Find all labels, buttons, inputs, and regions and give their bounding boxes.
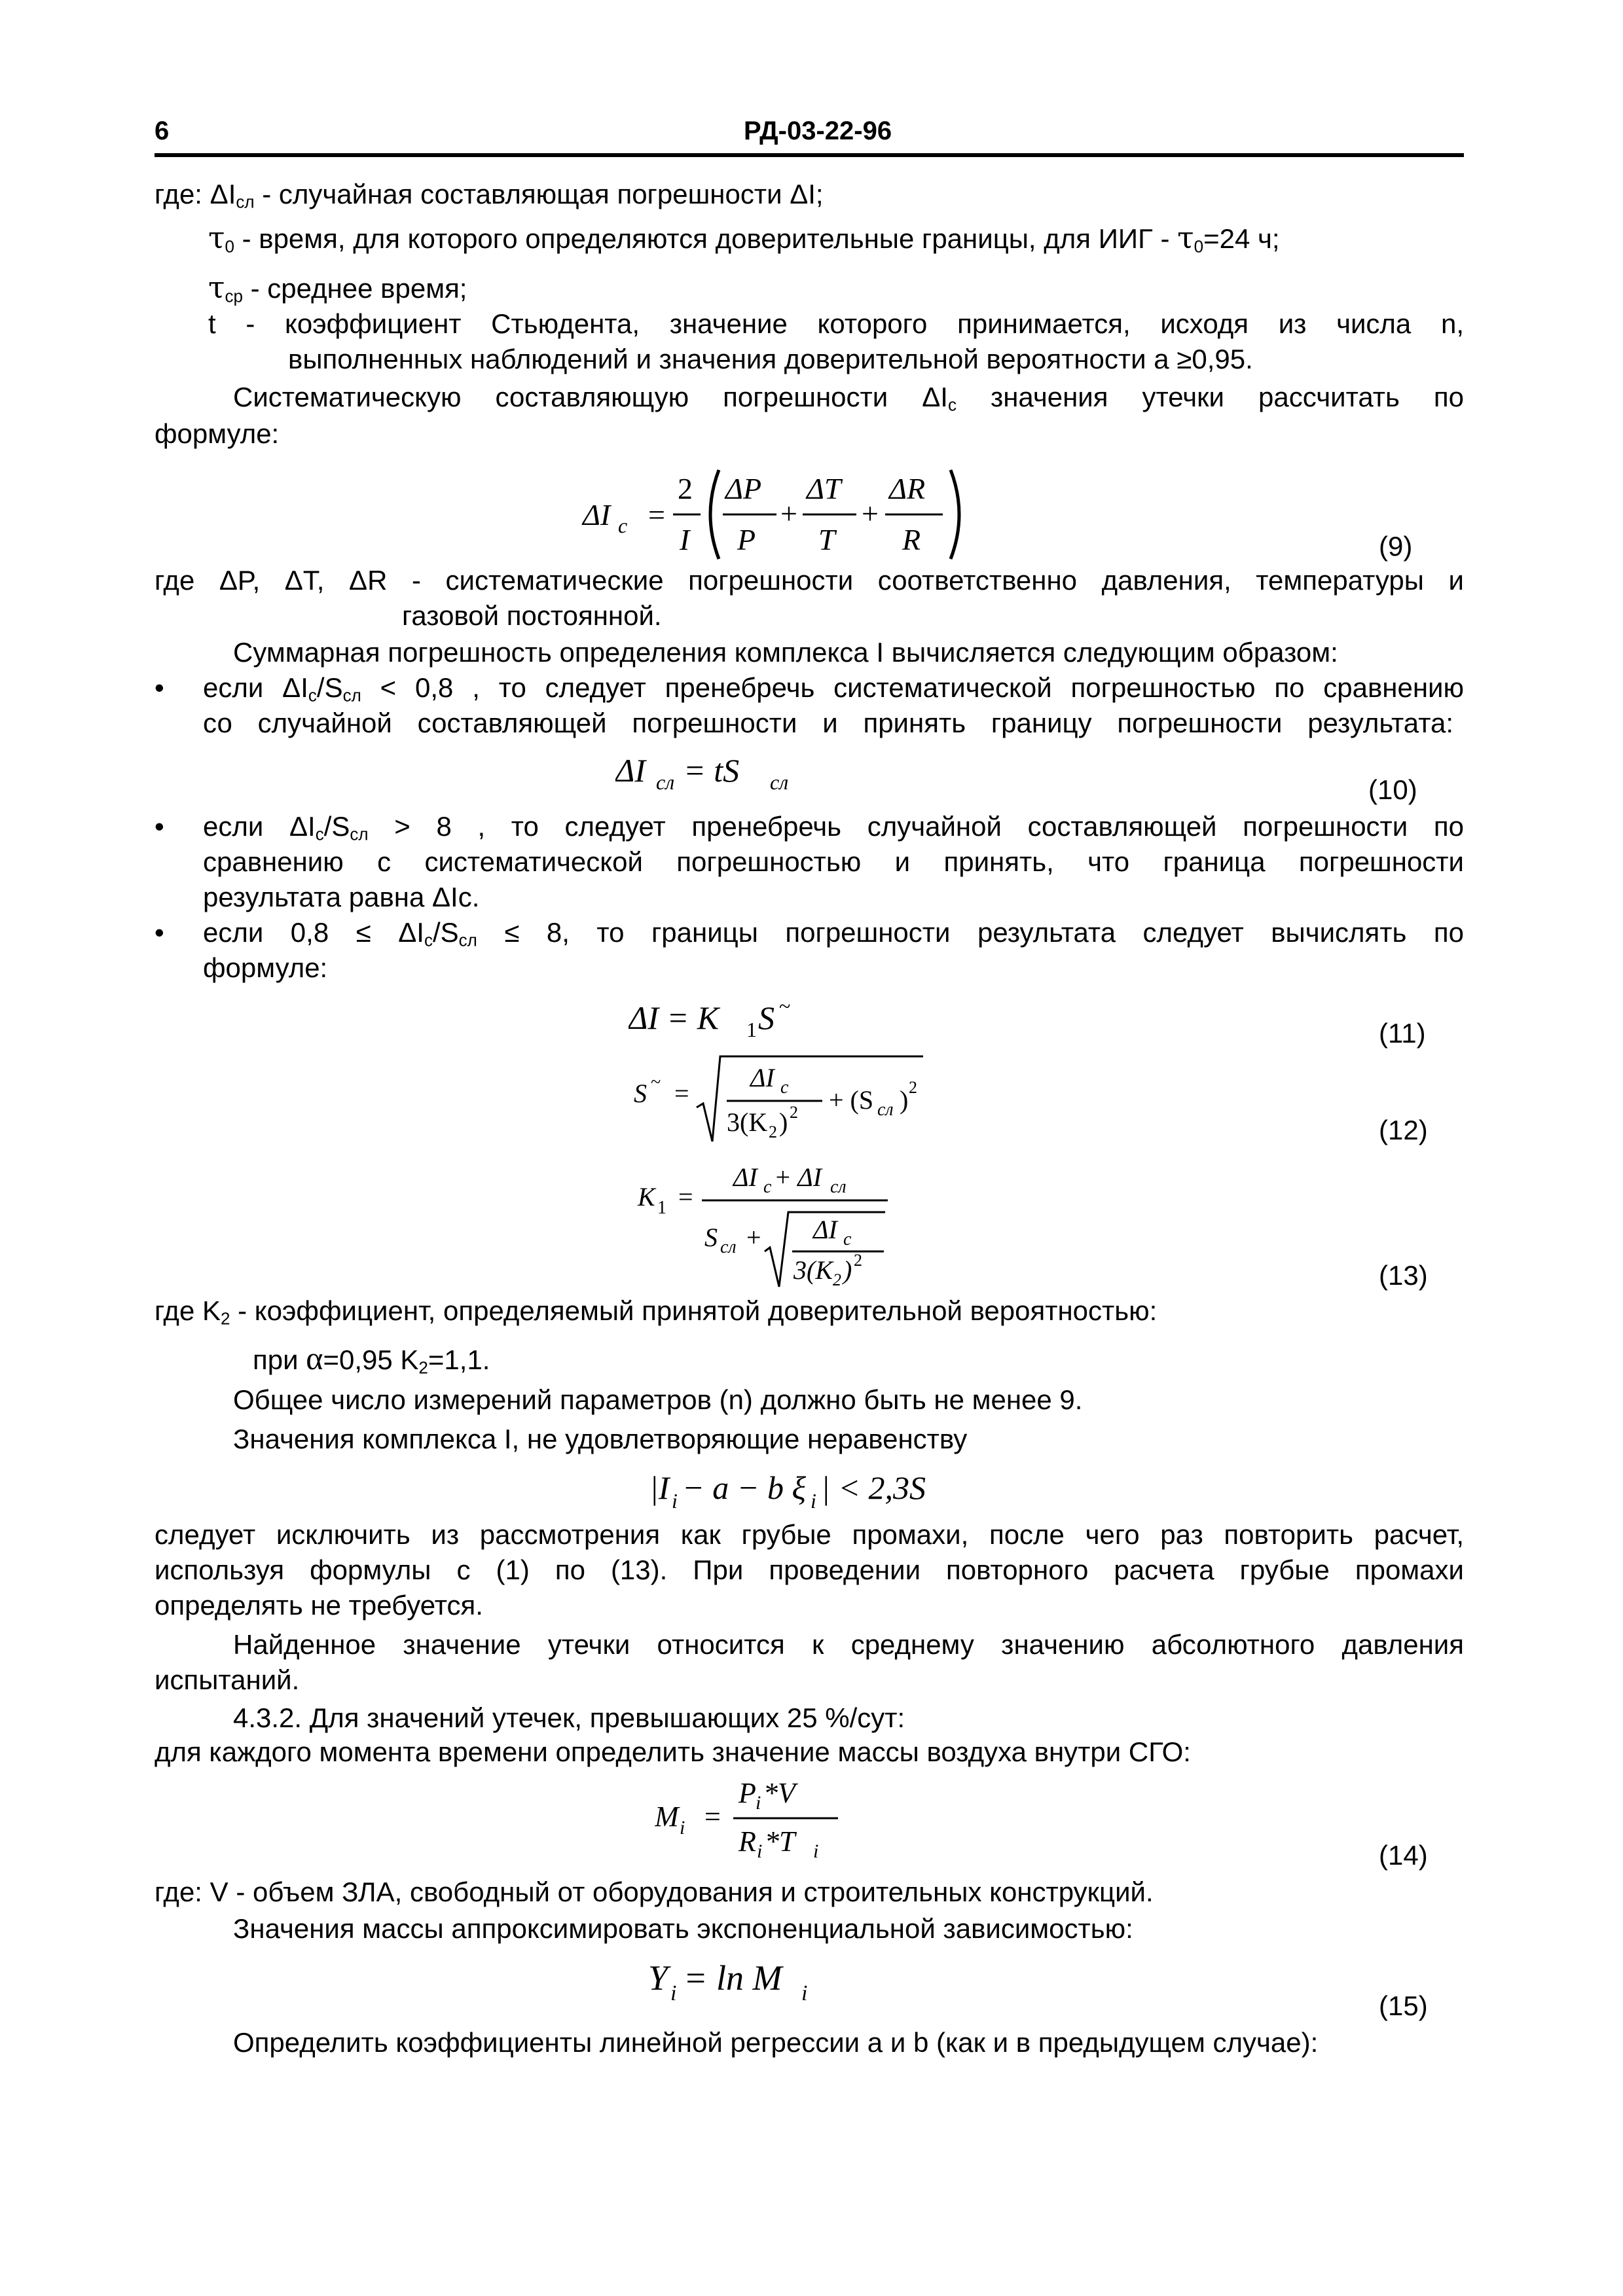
equation-number-12: (12) bbox=[1379, 1115, 1428, 1145]
svg-text:): ) bbox=[843, 1255, 852, 1285]
systematic-intro-line2: формуле: bbox=[155, 418, 280, 449]
svg-text:c: c bbox=[763, 1177, 772, 1197]
svg-text:2: 2 bbox=[769, 1122, 777, 1141]
svg-text:3(K: 3(K bbox=[793, 1255, 833, 1285]
svg-text:): ) bbox=[779, 1107, 788, 1137]
formula-14 bbox=[655, 1770, 871, 1861]
header-rule bbox=[155, 153, 1464, 157]
bullet-2-line3: результата равна ΔIc. bbox=[203, 882, 480, 912]
svg-text:|I: |I bbox=[649, 1469, 670, 1506]
bullet-3-line2: формуле: bbox=[203, 952, 328, 983]
svg-text:=: = bbox=[648, 498, 665, 531]
equation-number-15: (15) bbox=[1379, 1990, 1428, 2021]
svg-text:ΔI: ΔI bbox=[583, 498, 611, 531]
svg-text:2: 2 bbox=[678, 472, 693, 505]
svg-text:ΔT: ΔT bbox=[807, 472, 841, 505]
definition-student-line1: t - коэффициент Стьюдента, значение которого принимается, исходя из числа n, bbox=[208, 308, 1464, 339]
svg-text:1: 1 bbox=[746, 1018, 757, 1041]
svg-text:= tS: = tS bbox=[684, 752, 740, 789]
k2-definition: где $K_2$ - коэффициент, определяемый принятой доверительной вероятностью: bbox=[155, 1295, 1158, 1329]
svg-text:=: = bbox=[678, 1182, 693, 1211]
svg-text:S: S bbox=[758, 999, 775, 1036]
formula-15 bbox=[648, 1950, 858, 2009]
systematic-intro-line1: Систематическую составляющую погрешности $\Delta I_с$ значения утечки рассчитать по bbox=[233, 382, 1465, 415]
svg-text:c: c bbox=[780, 1077, 789, 1098]
equation-number-11: (11) bbox=[1379, 1018, 1426, 1049]
svg-text:ΔI = K: ΔI = K bbox=[629, 999, 720, 1036]
svg-text:i: i bbox=[672, 1489, 678, 1513]
mass-intro: для каждого момента времени определить значение массы воздуха внутри СГО: bbox=[155, 1736, 1191, 1767]
svg-text:i: i bbox=[813, 1840, 819, 1861]
regression-coefficients-intro: Определить коэффициенты линейной регрессии a и b (как и в предыдущем случае): bbox=[233, 2027, 1319, 2058]
svg-text:c: c bbox=[618, 514, 628, 537]
bullet-1-line2: со случайной составляющей погрешности и принять границу погрешности результата: bbox=[203, 708, 1453, 738]
gross-errors-line3: определять не требуется. bbox=[155, 1590, 483, 1621]
equation-number-14: (14) bbox=[1379, 1840, 1428, 1871]
volume-definition: где: V - объем ЗЛА, свободный от оборудования и строительных конструкций. bbox=[155, 1876, 1154, 1907]
svg-text:=: = bbox=[674, 1079, 689, 1108]
bullet-2-marker: • bbox=[155, 811, 164, 842]
svg-text:2: 2 bbox=[854, 1251, 862, 1270]
bullet-2-line2: сравнению с систематической погрешностью и принять, что граница погрешности bbox=[203, 846, 1464, 877]
svg-text:2: 2 bbox=[909, 1078, 917, 1097]
svg-text:сл: сл bbox=[720, 1237, 737, 1257]
page-number: 6 bbox=[155, 117, 170, 145]
svg-text:R: R bbox=[739, 1825, 756, 1857]
formula-12 bbox=[629, 1050, 943, 1148]
svg-text:+: + bbox=[746, 1223, 761, 1252]
svg-text:ΔP: ΔP bbox=[725, 472, 762, 505]
svg-text:2: 2 bbox=[790, 1103, 798, 1122]
svg-text:i: i bbox=[811, 1489, 816, 1513]
svg-text:сл: сл bbox=[830, 1177, 847, 1197]
gross-errors-line1: следует исключить из рассмотрения как грубые промахи, после чего раз повторить расчет, bbox=[155, 1519, 1464, 1550]
svg-text:*V: *V bbox=[763, 1777, 795, 1809]
formula-11 bbox=[629, 992, 838, 1045]
svg-text:P: P bbox=[739, 1777, 756, 1809]
svg-text:i: i bbox=[680, 1817, 685, 1839]
bullet-1-line1: если $\Delta I_с/S_{сл} < 0,8$ , то следует пренебречь систематической погрешностью по сравнению bbox=[203, 672, 1464, 706]
svg-text:M: M bbox=[655, 1801, 679, 1833]
svg-text:I: I bbox=[680, 523, 690, 556]
formula-13 bbox=[629, 1148, 903, 1299]
svg-text:R: R bbox=[902, 523, 921, 556]
definition-student-line2: выполненных наблюдений и значения доверительной вероятности a ≥0,95. bbox=[288, 344, 1253, 374]
svg-text:P: P bbox=[737, 523, 756, 556]
svg-text:i: i bbox=[801, 1981, 808, 2005]
svg-text:ΔI: ΔI bbox=[813, 1215, 837, 1244]
formula-inequality bbox=[649, 1462, 977, 1515]
equation-number-10: (10) bbox=[1368, 774, 1417, 805]
svg-text:ΔR: ΔR bbox=[889, 472, 926, 505]
svg-text:+: + bbox=[862, 497, 879, 530]
systematic-errors-line2: газовой постоянной. bbox=[402, 600, 662, 631]
bullet-2-line1: если $\Delta I_с/S_{сл} > 8$ , то следует пренебречь случайной составляющей погрешности по bbox=[203, 811, 1464, 844]
svg-text:сл: сл bbox=[656, 770, 675, 794]
svg-text:ΔI: ΔI bbox=[615, 752, 646, 789]
svg-text:~: ~ bbox=[651, 1072, 661, 1092]
svg-text:| < 2,3S: | < 2,3S bbox=[821, 1469, 926, 1506]
svg-text:ΔI: ΔI bbox=[750, 1063, 775, 1092]
formula-10 bbox=[615, 745, 877, 797]
definition-tau0: $\tau_0$ - время, для которого определяются доверительные границы, для ИИГ - $\tau_0=24$ ч; bbox=[208, 220, 1280, 257]
svg-text:T: T bbox=[818, 523, 835, 556]
svg-text:1: 1 bbox=[657, 1198, 666, 1218]
equation-number-13: (13) bbox=[1379, 1260, 1428, 1291]
svg-text:): ) bbox=[900, 1085, 909, 1115]
svg-text:+: + bbox=[780, 497, 797, 530]
svg-text:= ln M: = ln M bbox=[684, 1958, 782, 1998]
document-code: РД-03-22-96 bbox=[744, 117, 892, 145]
svg-text:2: 2 bbox=[833, 1270, 841, 1289]
inequality-intro: Значения комплекса I, не удовлетворяющие неравенству bbox=[233, 1424, 968, 1454]
page-header bbox=[155, 117, 1464, 156]
svg-text:i: i bbox=[756, 1792, 761, 1814]
svg-text:− a − b ξ: − a − b ξ bbox=[682, 1469, 806, 1506]
svg-text:=: = bbox=[704, 1801, 721, 1833]
svg-text:сл: сл bbox=[877, 1100, 894, 1120]
total-error-intro: Суммарная погрешность определения комплекса I вычисляется следующим образом: bbox=[233, 637, 1338, 668]
svg-text:+ (S: + (S bbox=[829, 1085, 874, 1115]
section-4-3-2: 4.3.2. Для значений утечек, превышающих 25 %/сут: bbox=[233, 1702, 905, 1733]
leak-reference-line1: Найденное значение утечки относится к среднему значению абсолютного давления bbox=[233, 1629, 1464, 1660]
bullet-3-line1: если $0,8 \le \Delta I_с/S_{сл} \le 8$, то границы погрешности результата следует вычислять по bbox=[203, 917, 1464, 950]
formula-9 bbox=[576, 458, 995, 569]
svg-text:ΔI: ΔI bbox=[733, 1162, 757, 1192]
systematic-errors-line1: где ΔP, ΔT, ΔR - систематические погрешности соответственно давления, температуры и bbox=[155, 565, 1464, 596]
measurement-count: Общее число измерений параметров (n) должно быть не менее 9. bbox=[233, 1384, 1083, 1415]
mass-approximation-intro: Значения массы аппроксимировать экспоненциальной зависимостью: bbox=[233, 1913, 1133, 1944]
svg-text:3(K: 3(K bbox=[727, 1107, 768, 1137]
svg-text:c: c bbox=[843, 1229, 852, 1249]
svg-text:~: ~ bbox=[779, 994, 791, 1018]
bullet-3-marker: • bbox=[155, 917, 164, 948]
svg-text:S: S bbox=[704, 1223, 718, 1252]
svg-text:S: S bbox=[634, 1079, 647, 1108]
definition-tau-mean: $\tau_{ср}$ - среднее время; bbox=[208, 270, 467, 306]
leak-reference-line2: испытаний. bbox=[155, 1664, 300, 1695]
equation-number-9: (9) bbox=[1379, 531, 1413, 562]
svg-text:Y: Y bbox=[648, 1958, 668, 1998]
bullet-1-marker: • bbox=[155, 672, 164, 703]
k2-value: при α=0,95 $K_2=1,1$. bbox=[253, 1340, 490, 1378]
svg-text:i: i bbox=[670, 1981, 677, 2005]
definition-delta-i-random: где: $\Delta I_{сл}$ - случайная составляющая погрешности ΔI; bbox=[155, 179, 824, 212]
svg-text:+ ΔI: + ΔI bbox=[774, 1162, 822, 1192]
svg-text:i: i bbox=[757, 1840, 763, 1861]
svg-text:*T: *T bbox=[765, 1825, 795, 1857]
svg-text:K: K bbox=[638, 1182, 655, 1211]
svg-text:сл: сл bbox=[770, 770, 789, 794]
gross-errors-line2: используя формулы с (1) по (13). При проведении повторного расчета грубые промахи bbox=[155, 1554, 1464, 1585]
